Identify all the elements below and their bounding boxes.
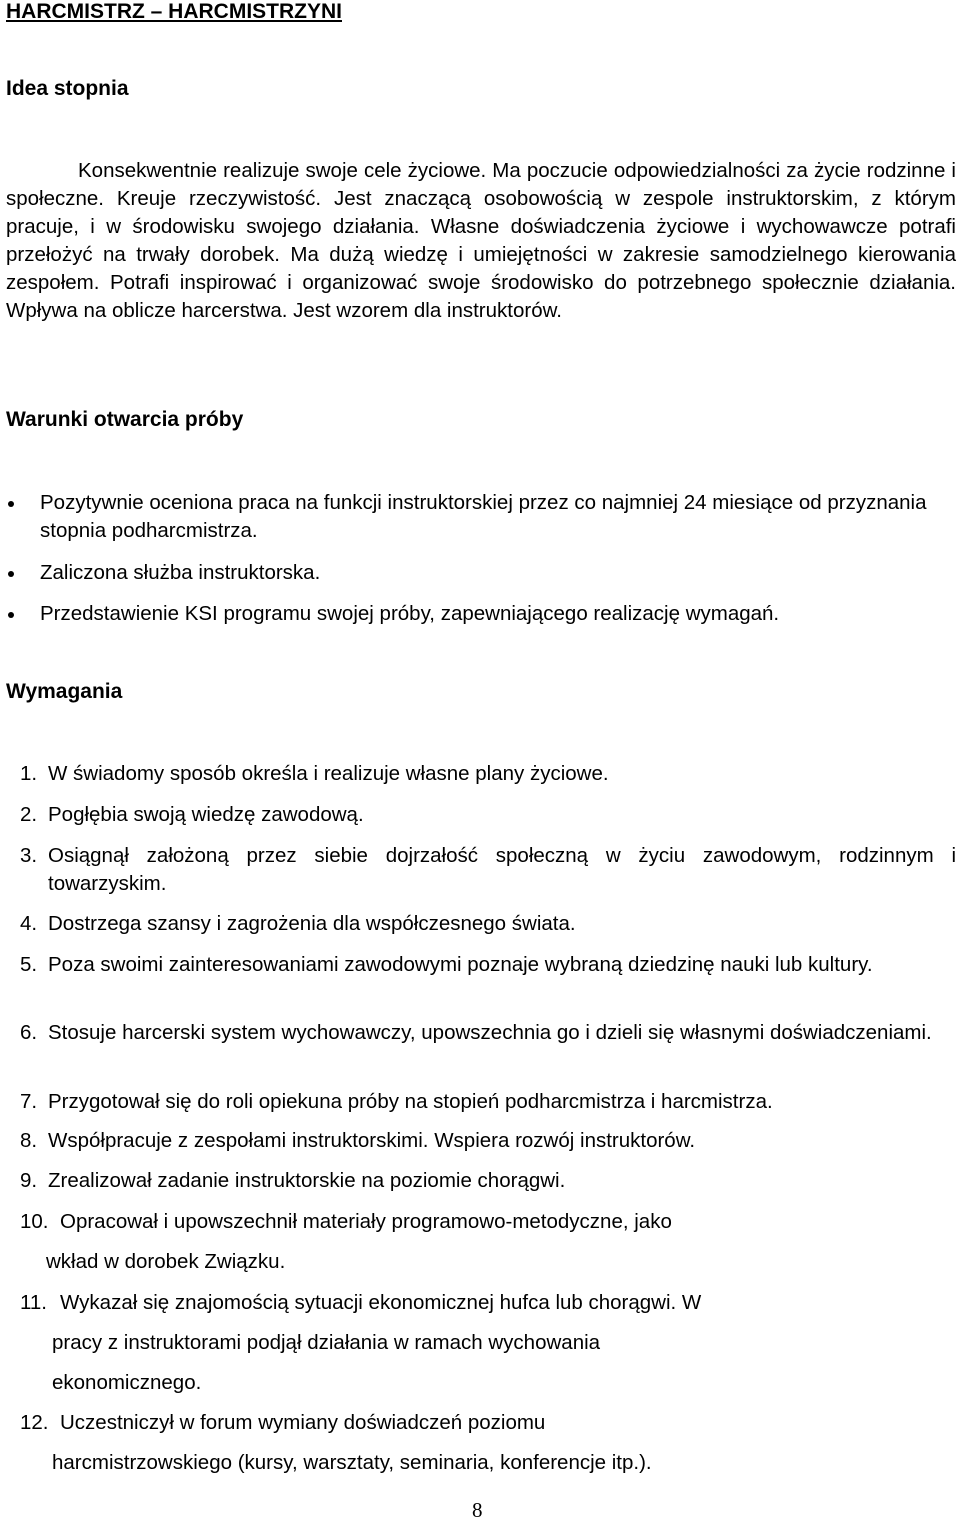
item-text: Uczestniczył w forum wymiany doświadczeń poziomu bbox=[60, 1411, 546, 1434]
item-number: 9. bbox=[20, 1169, 38, 1192]
item-text-continuation: ekonomicznego. bbox=[52, 1371, 202, 1394]
item-number: 4. bbox=[20, 912, 38, 935]
item-text: Współpracuje z zespołami instruktorskimi. Wspiera rozwój instruktorów. bbox=[48, 1129, 696, 1152]
item-text: Stosuje harcerski system wychowawczy, upowszechnia go i dzieli się własnymi doświadczeniami. bbox=[48, 1021, 932, 1044]
item-text-continuation: wkład w dorobek Związku. bbox=[46, 1250, 286, 1273]
document-title: HARCMISTRZ – HARCMISTRZYNI bbox=[6, 0, 342, 23]
item-number: 12. bbox=[20, 1411, 49, 1434]
condition-text: Pozytywnie oceniona praca na funkcji instruktorskiej przez co najmniej 24 miesiące od przyznania stopnia podharcmistrza. bbox=[40, 491, 927, 542]
item-text: Osiągnął założoną przez siebie dojrzałość społeczną w życiu zawodowym, rodzinnym i towarzyskim. bbox=[48, 844, 956, 895]
item-number: 10. bbox=[20, 1210, 49, 1233]
requirements-heading: Wymagania bbox=[6, 680, 123, 703]
item-number: 5. bbox=[20, 953, 38, 976]
item-text: Przygotował się do roli opiekuna próby na stopień podharcmistrza i harcmistrza. bbox=[48, 1090, 773, 1113]
conditions-heading: Warunki otwarcia próby bbox=[6, 408, 244, 431]
item-number: 1. bbox=[20, 762, 38, 785]
condition-text: Zaliczona służba instruktorska. bbox=[40, 561, 321, 584]
item-text-continuation: pracy z instruktorami podjął działania w ramach wychowania bbox=[52, 1331, 601, 1354]
item-text: Opracował i upowszechnił materiały programowo-metodyczne, jako bbox=[60, 1210, 672, 1233]
item-number: 7. bbox=[20, 1090, 38, 1113]
bullet-icon bbox=[8, 612, 14, 618]
item-text-continuation: harcmistrzowskiego (kursy, warsztaty, seminaria, konferencje itp.). bbox=[52, 1451, 652, 1474]
item-text: Pogłębia swoją wiedzę zawodową. bbox=[48, 803, 364, 826]
item-number: 11. bbox=[20, 1291, 47, 1314]
item-text: Zrealizował zadanie instruktorskie na poziomie chorągwi. bbox=[48, 1169, 566, 1192]
item-number: 2. bbox=[20, 803, 38, 826]
bullet-icon bbox=[8, 571, 14, 577]
item-number: 3. bbox=[20, 844, 38, 867]
item-number: 8. bbox=[20, 1129, 38, 1152]
idea-heading: Idea stopnia bbox=[6, 77, 129, 100]
condition-text: Przedstawienie KSI programu swojej próby, zapewniającego realizację wymagań. bbox=[40, 602, 780, 625]
item-text: Wykazał się znajomością sytuacji ekonomicznej hufca lub chorągwi. W bbox=[60, 1291, 702, 1314]
item-text: Dostrzega szansy i zagrożenia dla współczesnego świata. bbox=[48, 912, 576, 935]
item-text: Poza swoimi zainteresowaniami zawodowymi poznaje wybraną dziedzinę nauki lub kultury. bbox=[48, 953, 873, 976]
item-text: W świadomy sposób określa i realizuje własne plany życiowe. bbox=[48, 762, 609, 785]
idea-paragraph: Konsekwentnie realizuje swoje cele życiowe. Ma poczucie odpowiedzialności za życie rodzinne i społeczne. Kreuje rzeczywistość. Jest znaczącą osobowością w zespole instruktorskim, z którym pracuje, i w środowisku swojego działania. Własne doświadczenia życiowe i wychowawcze potrafi przełożyć na trwały dorobek. Ma dużą wiedzę i umiejętności w zakresie samodzielnego kierowania zespołem. Potrafi inspirować i organizować swoje środowisko do potrzebnego społecznie działania. Wpływa na oblicze harcerstwa. Jest wzorem dla instruktorów. bbox=[6, 159, 956, 322]
page-number: 8 bbox=[472, 1498, 483, 1522]
bullet-icon bbox=[8, 501, 14, 507]
item-number: 6. bbox=[20, 1021, 38, 1044]
